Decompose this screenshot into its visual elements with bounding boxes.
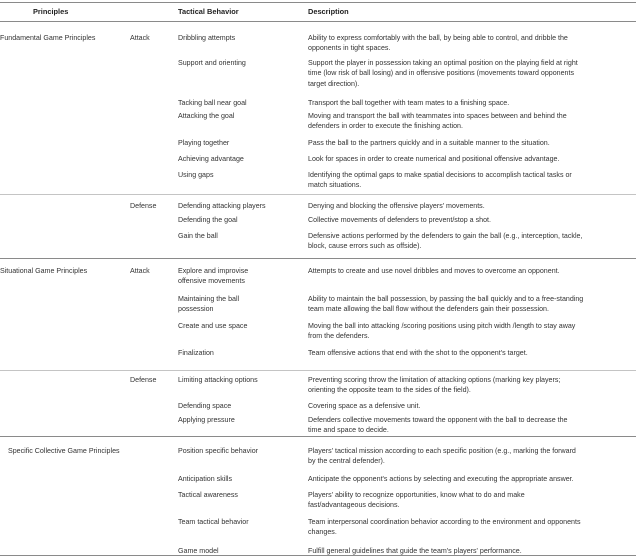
description-cell: Pass the ball to the partners quickly and in a suitable manner to the situation.: [308, 139, 550, 147]
principle-label: Situational Game Principles: [0, 267, 88, 275]
tactical-behavior-cell: Dribbling attempts: [178, 34, 236, 42]
description-cell: Denying and blocking the offensive players' movements.: [308, 202, 485, 210]
phase-label: Defense: [130, 376, 157, 384]
table-top-rule: [0, 2, 636, 3]
tactical-behavior-cell: Defending attacking players: [178, 202, 266, 210]
principle-label: Specific Collective Game Principles: [8, 447, 120, 455]
description-cell: Support the player in possession taking an optimal position on the playing field at right time (low risk of ball losing) and in offensive positions (movements toward opponents target direction).: [308, 59, 578, 88]
group-divider: [0, 370, 636, 371]
section-divider: [0, 258, 636, 259]
tactical-behavior-cell: Playing together: [178, 139, 230, 147]
tactical-behavior-cell: Limiting attacking options: [178, 376, 258, 384]
phase-label: Attack: [130, 267, 150, 275]
description-cell: Players' ability to recognize opportunities, know what to do and make fast/advantageous decisions.: [308, 491, 525, 510]
tactical-behavior-cell: Create and use space: [178, 322, 248, 330]
table-bottom-rule: [0, 555, 636, 556]
header-tactical-behavior: Tactical Behavior: [178, 7, 239, 16]
tactical-behavior-cell: Tacking ball near goal: [178, 99, 247, 107]
tactical-behavior-cell: Achieving advantage: [178, 155, 244, 163]
description-cell: Covering space as a defensive unit.: [308, 402, 421, 410]
tactical-behavior-cell: Finalization: [178, 349, 214, 357]
description-cell: Moving and transport the ball with teammates into spaces between and behind the defenders in order to execute the finishing action.: [308, 112, 567, 131]
description-cell: Defenders collective movements toward the opponent with the ball to decrease the time and space to decide.: [308, 416, 568, 435]
tactical-behavior-cell: Maintaining the ball possession: [178, 295, 240, 314]
tactical-behavior-cell: Defending space: [178, 402, 232, 410]
group-divider: [0, 194, 636, 195]
description-cell: Ability to express comfortably with the ball, by being able to control, and dribble the opponents in tight spaces.: [308, 34, 568, 53]
tactical-behavior-cell: Tactical awareness: [178, 491, 238, 499]
tactical-behavior-cell: Position specific behavior: [178, 447, 259, 455]
phase-label: Defense: [130, 202, 157, 210]
header-bottom-rule: [0, 21, 636, 22]
description-cell: Moving the ball into attacking /scoring positions using pitch width /length to stay away from the defenders.: [308, 322, 576, 341]
description-cell: Fulfill general guidelines that guide the team's players' performance.: [308, 547, 522, 555]
description-cell: Anticipate the opponent's actions by selecting and executing the appropriate answer.: [308, 475, 574, 483]
tactical-behavior-cell: Defending the goal: [178, 216, 238, 224]
description-cell: Attempts to create and use novel dribbles and moves to overcome an opponent.: [308, 267, 560, 275]
tactical-behavior-cell: Support and orienting: [178, 59, 246, 67]
description-cell: Transport the ball together with team mates to a finishing space.: [308, 99, 510, 107]
tactical-behavior-cell: Team tactical behavior: [178, 518, 249, 526]
description-cell: Ability to maintain the ball possession, by passing the ball quickly and to a free-standing team mate allowing the ball flow without the defenders gain their possession.: [308, 295, 584, 314]
tactical-behavior-cell: Explore and improvise offensive movements: [178, 267, 249, 286]
header-principles: Principles: [33, 7, 69, 16]
section-divider: [0, 436, 636, 437]
tactical-behavior-cell: Applying pressure: [178, 416, 235, 424]
description-cell: Team offensive actions that end with the shot to the opponent's target.: [308, 349, 528, 357]
phase-label: Attack: [130, 34, 150, 42]
tactical-behavior-cell: Attacking the goal: [178, 112, 235, 120]
tactical-behavior-cell: Using gaps: [178, 171, 214, 179]
description-cell: Preventing scoring throw the limitation of attacking options (marking key players; orienting the opposite team to the sides of the field).: [308, 376, 561, 395]
description-cell: Collective movements of defenders to prevent/stop a shot.: [308, 216, 491, 224]
header-description: Description: [308, 7, 349, 16]
tactical-behavior-cell: Gain the ball: [178, 232, 218, 240]
description-cell: Team interpersonal coordination behavior according to the environment and opponents changes.: [308, 518, 581, 537]
description-cell: Look for spaces in order to create numerical and positional offensive advantage.: [308, 155, 560, 163]
tactical-behavior-cell: Game model: [178, 547, 219, 555]
description-cell: Identifying the optimal gaps to make spatial decisions to accomplish tactical tasks or match situations.: [308, 171, 572, 190]
principle-label: Fundamental Game Principles: [0, 34, 96, 42]
description-cell: Players' tactical mission according to each specific position (e.g., marking the forward by the central defender).: [308, 447, 576, 466]
description-cell: Defensive actions performed by the defenders to gain the ball (e.g., interception, tackle, block, cause errors such as offside).: [308, 232, 583, 251]
tactical-behavior-cell: Anticipation skills: [178, 475, 233, 483]
